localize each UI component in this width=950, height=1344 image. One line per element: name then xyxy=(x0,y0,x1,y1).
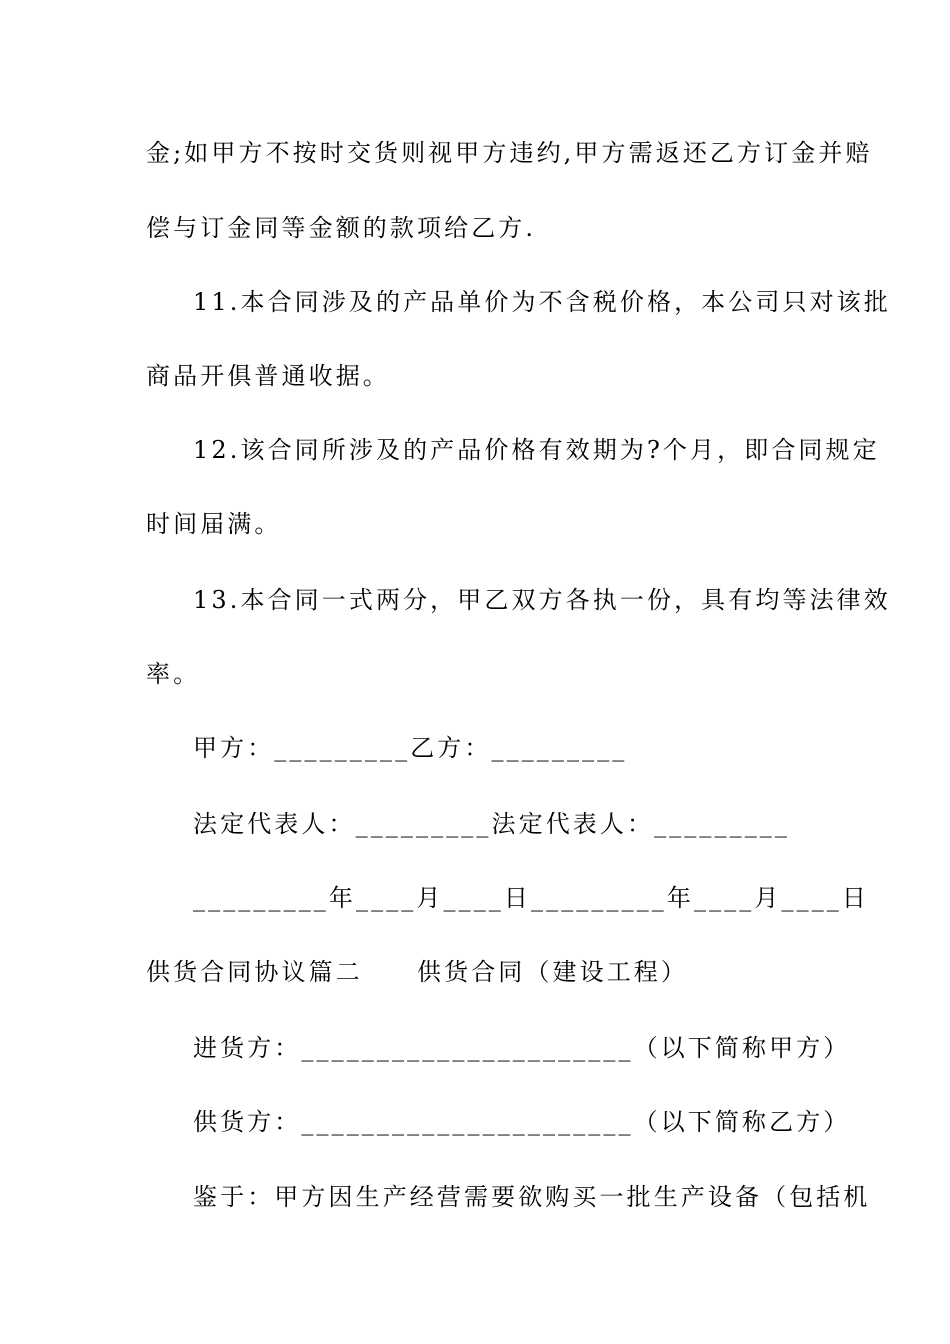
paragraph-line: 偿与订金同等金额的款项给乙方. xyxy=(146,214,537,242)
date-line: _________年____月____日_________年____月____日 xyxy=(193,884,869,912)
whereas-line: 鉴于：甲方因生产经营需要欲购买一批生产设备（包括机 xyxy=(193,1183,871,1211)
section-heading: 供货合同协议篇二 供货合同（建设工程） xyxy=(146,958,688,986)
buyer-line: 进货方：______________________（以下简称甲方） xyxy=(193,1034,851,1062)
legal-representative-line: 法定代表人：_________法定代表人：_________ xyxy=(193,810,790,838)
paragraph-line: 时间届满。 xyxy=(146,510,282,538)
clause-11: 11.本合同涉及的产品单价为不含税价格，本公司只对该批 xyxy=(193,288,891,316)
clause-12: 12.该合同所涉及的产品价格有效期为?个月，即合同规定 xyxy=(193,436,880,464)
paragraph-line: 商品开俱普通收据。 xyxy=(146,362,390,390)
party-signature-line: 甲方：_________乙方：_________ xyxy=(193,734,628,762)
clause-13: 13.本合同一式两分，甲乙双方各执一份，具有均等法律效 xyxy=(193,586,891,614)
paragraph-line: 率。 xyxy=(146,660,201,688)
supplier-line: 供货方：______________________（以下简称乙方） xyxy=(193,1108,851,1136)
paragraph-line: 金;如甲方不按时交货则视甲方违约,甲方需返还乙方订金并赔 xyxy=(146,139,873,167)
